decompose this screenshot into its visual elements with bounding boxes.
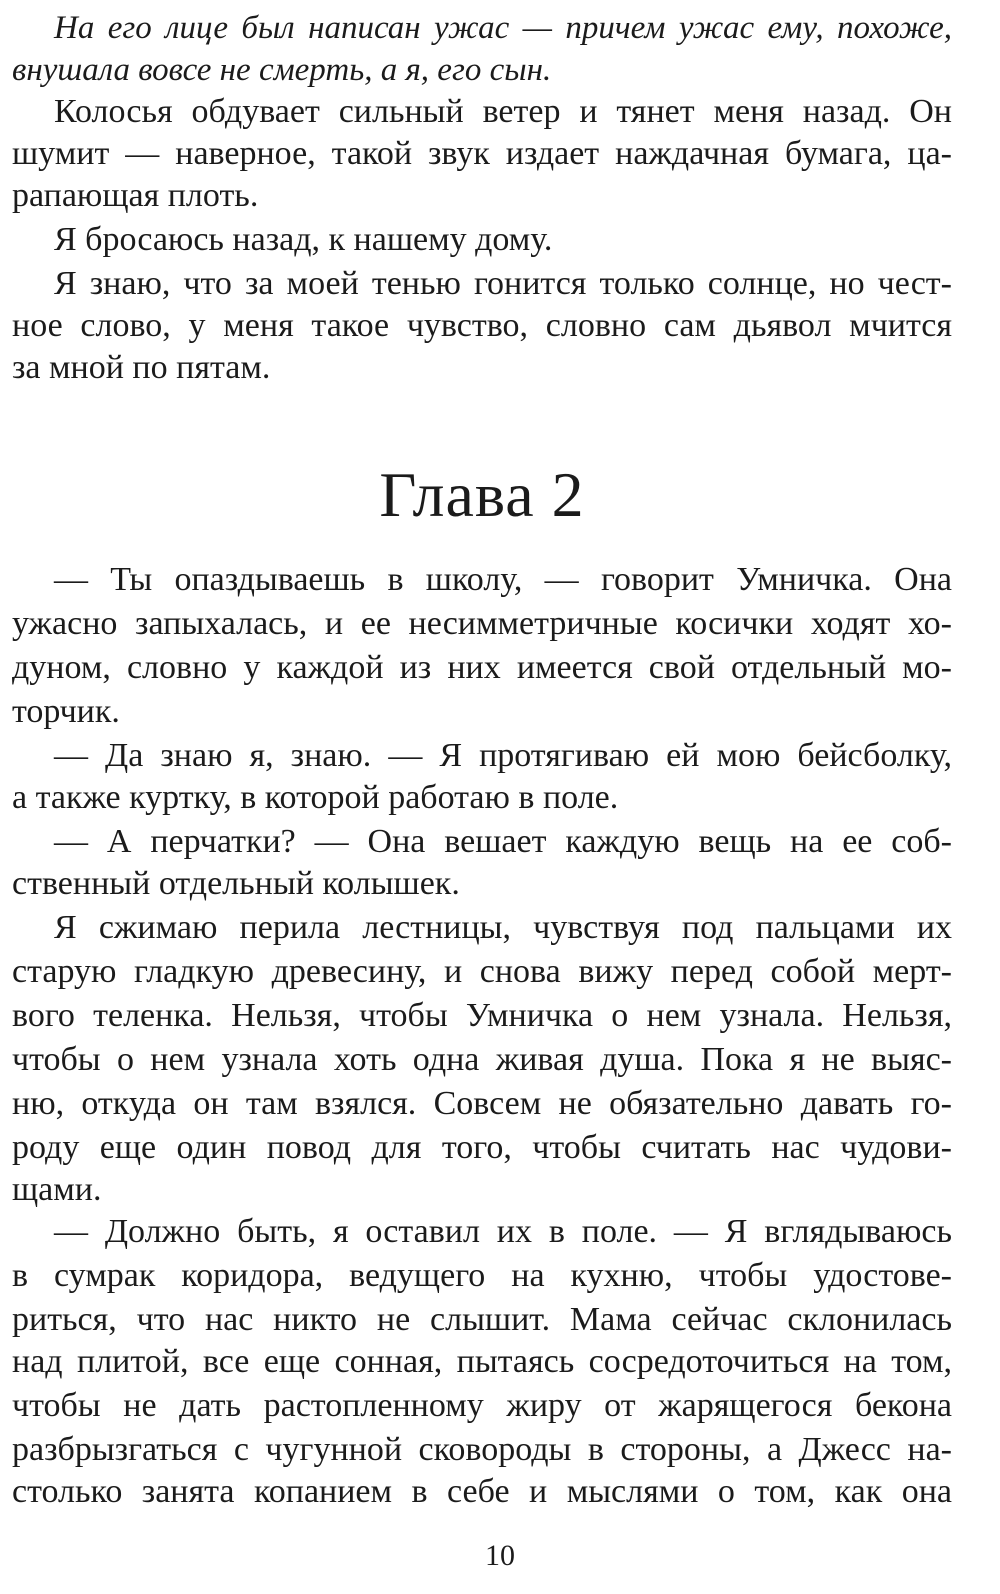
text-line: внушала вовсе не смерть, а я, его сын. xyxy=(12,52,552,88)
text-line: — Да знаю я, знаю. — Я протягиваю ей мою бейсболку, xyxy=(54,737,952,774)
page-number: 10 xyxy=(485,1539,515,1572)
text-line: дуном, словно у каждой из них имеется свой отдельный мо- xyxy=(12,649,952,686)
text-line: ственный отдельный колышек. xyxy=(12,865,460,902)
text-line: — Ты опаздываешь в школу, — говорит Умничка. Она xyxy=(54,561,952,598)
text-line: ное слово, у меня такое чувство, словно сам дьявол мчится xyxy=(12,307,952,344)
text-line: разбрызгаться с чугунной сковороды в стороны, а Джесс на- xyxy=(12,1431,952,1468)
text-line: щами. xyxy=(12,1171,102,1208)
text-line: торчик. xyxy=(12,693,120,730)
text-line: роду еще один повод для того, чтобы считать нас чудови- xyxy=(12,1129,952,1166)
text-line: над плитой, все еще сонная, пытаясь сосредоточиться на том, xyxy=(12,1343,952,1380)
text-line: чтобы не дать растопленному жиру от жарящегося бекона xyxy=(12,1387,952,1424)
text-line: Я сжимаю перила лестницы, чувствуя под пальцами их xyxy=(54,909,952,946)
text-line: а также куртку, в которой работаю в поле. xyxy=(12,779,619,816)
text-line: столько занята копанием в себе и мыслями о том, как она xyxy=(12,1473,952,1510)
text-line: ню, откуда он там взялся. Совсем не обязательно давать го- xyxy=(12,1085,952,1122)
text-line: старую гладкую древесину, и снова вижу перед собой мерт- xyxy=(12,953,952,990)
text-line: Я знаю, что за моей тенью гонится только солнце, но чест- xyxy=(54,265,952,302)
book-page xyxy=(12,0,952,1594)
text-line: рапающая плоть. xyxy=(12,177,259,214)
text-line: На его лице был написан ужас — причем ужас ему, похоже, xyxy=(54,10,952,46)
chapter-title: Глава 2 xyxy=(379,459,585,530)
text-line: риться, что нас никто не слышит. Мама сейчас склонилась xyxy=(12,1301,952,1338)
text-line: шумит — наверное, такой звук издает наждачная бумага, ца- xyxy=(12,135,952,172)
text-line: Я бросаюсь назад, к нашему дому. xyxy=(54,221,553,258)
text-line: — А перчатки? — Она вешает каждую вещь на ее соб- xyxy=(54,823,952,860)
text-line: ужасно запыхалась, и ее несимметричные косички ходят хо- xyxy=(12,605,952,642)
text-line: за мной по пятам. xyxy=(12,349,271,386)
text-line: Колосья обдувает сильный ветер и тянет меня назад. Он xyxy=(54,93,952,130)
text-line: в сумрак коридора, ведущего на кухню, чтобы удостове- xyxy=(12,1257,952,1294)
text-line: вого теленка. Нельзя, чтобы Умничка о нем узнала. Нельзя, xyxy=(12,997,952,1034)
text-line: чтобы о нем узнала хоть одна живая душа. Пока я не выяс- xyxy=(12,1041,952,1078)
text-line: — Должно быть, я оставил их в поле. — Я вглядываюсь xyxy=(54,1213,952,1250)
